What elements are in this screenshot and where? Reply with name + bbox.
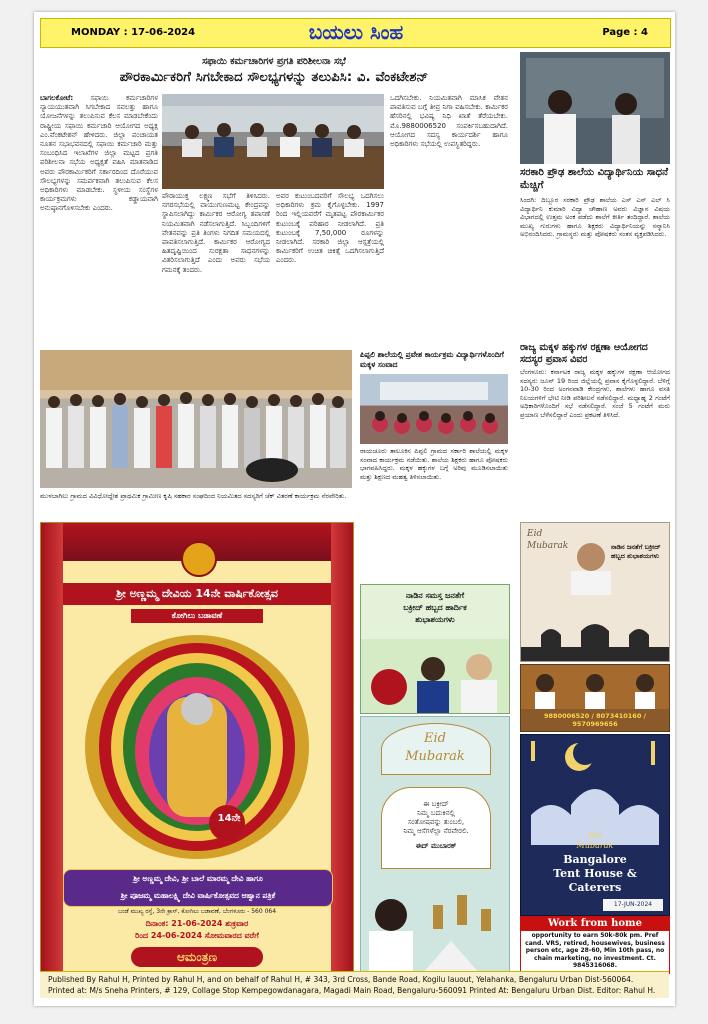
mosque-silhouette-icon <box>521 621 669 661</box>
student-article-body <box>520 196 670 340</box>
ad-curtain-right <box>331 523 353 975</box>
eid-message-panel <box>381 787 491 869</box>
side-ad1-greeting: ನಾಡಿನ ಜನತೆಗೆ ಬಕ್ರೀದ್ ಹಬ್ಬದ ಶುಭಾಶಯಗಳು <box>611 543 661 560</box>
page-number: Page : 4 <box>602 27 648 38</box>
newspaper-page <box>34 12 675 1006</box>
tent-ad-eid: Eid <box>588 831 602 840</box>
tent-ad-date: 17-JUN-2024 <box>603 899 663 911</box>
eid-signoff: ಈದ್ ಮುಬಾರಕ್ <box>415 842 457 850</box>
lead-col-2 <box>162 192 270 344</box>
temple-ad-title: ಶ್ರೀ ಅಣ್ಣಮ್ಮ ದೇವಿಯ 14ನೇ ವಾರ್ಷಿಕೋತ್ಸವ <box>63 583 331 605</box>
contact-phone-numbers: 9880006520 / 8073410160 / 9570969656 <box>544 712 646 728</box>
school-article-body <box>360 447 508 519</box>
school-article-title: ಪಿಪ್ಪಲಿ ಶಾಲೆಯಲ್ಲಿ ಪ್ರವೇಶ ಕಾರ್ಯಕ್ರಮ ವಿದ್ಯಾರ್ಥಿಗಳೊಂದಿಗೆ ಮಕ್ಕಳ ಸಂವಾದ <box>360 350 504 369</box>
wfh-text: opportunity to earn 50k-80k pm. Pref cand. VRS, retired, housewives, business person etc, age 28-60, Min 10th pass, no chain marketing, no investment. Ct. 9845316068. <box>525 932 665 970</box>
lead-col-3 <box>276 192 384 344</box>
ad-curtain-left <box>41 523 63 975</box>
student-photo <box>520 52 670 164</box>
issue-date: MONDAY : 17-06-2024 <box>71 27 196 38</box>
group-photo <box>40 350 352 488</box>
lead-text-2: ಪೌರಾಯುಕ್ತ ಲಕ್ಷ್ಮಣ ಸಭೆಗೆ ತಿಳಿಸಿದರು. ನಗರಸಭೆಯಲ್ಲಿ ವಾಯುಗುಣಮಟ್ಟ ಕೇಂದ್ರವನ್ನು ಸ್ಥಾಪಿಸಲಾಗಿದ್ದು ಕಾರ್ಮಿಕರ ಆರೋಗ್ಯ ತಪಾಸಣೆ ನಿಯಮಿತವಾಗಿ ನಡೆಸಲಾಗುತ್ತಿದೆ. ಸಿಬ್ಬಂದಿಗಳಿಗೆ ವೇತನವನ್ನು ಪ್ರತಿ ತಿಂಗಳು ನಿಗದಿತ ಸಮಯದಲ್ಲಿ ಪಾವತಿಸಲಾಗುತ್ತಿದೆ. ಕಾರ್ಮಿಕರ ಆರೋಗ್ಯದ ಹಿತದೃಷ್ಟಿಯಿಂದ ಸುರಕ್ಷತಾ ಸಾಧನಗಳನ್ನು ವಿತರಿಸಲಾಗುತ್ತಿದೆ ಎಂದು ಅವರು ಸಭೆಯ ಗಮನಕ್ಕೆ ತಂದರು. <box>162 192 270 274</box>
student-photo-illustration <box>520 52 670 164</box>
temple-banner-line-1: ಶ್ರೀ ಅಣ್ಣಮ್ಮ ದೇವಿ, ಶ್ರೀ ಬಾಲೆ ಮಾರಮ್ಮ ದೇವಿ ಹಾಗೂ <box>133 874 263 883</box>
tent-ad-title-line-3: Caterers <box>568 881 622 894</box>
deity-illustration <box>81 627 313 859</box>
tent-house-ad <box>520 734 670 916</box>
child-rights-headline: ರಾಜ್ಯ ಮಕ್ಕಳ ಹಕ್ಕುಗಳ ರಕ್ಷಣಾ ಆಯೋಗದ ಸದಸ್ಯರ ಪ್ರವಾಸ ವಿವರ <box>520 342 648 365</box>
eid-message-1: ಈ ಬಕ್ರೀದ್ <box>423 800 449 808</box>
lead-text-4: ಒದಗಿಸಬೇಕು. ನಿಯಮಿತವಾಗಿ ಮಾಸಿಕ ವೇತನ ಪಾವತಿಸುವ ಬಗ್ಗೆ ತೀವ್ರ ನಿಗಾ ವಹಿಸಬೇಕು. ಕಾರ್ಮಿಕರ ಹೆಸರಿನಲ್ಲಿ ಭವಿಷ್ಯ ನಿಧಿ ಖಾತೆ ತೆರೆಯಬೇಕು. ಮೊ.9880006520 ಸಂಪರ್ಕಿಸಬಹುದಾಗಿದೆ. ಆಯೋಗದ ಸದಸ್ಯ ಕಾರ್ಯದರ್ಶಿ ಹಾಗೂ ಅಧಿಕಾರಿಗಳು ಸಭೆಯಲ್ಲಿ ಉಪಸ್ಥಿತರಿದ್ದರು. <box>390 94 508 149</box>
masthead <box>40 18 671 48</box>
goddess-medallion-icon <box>181 541 217 577</box>
side-eid-ad-1 <box>520 522 670 662</box>
bakrid-line-3: ಶುಭಾಶಯಗಳು <box>415 615 455 624</box>
bakrid-line-1: ನಾಡಿನ ಸಮಸ್ತ ಜನತೆಗೆ <box>405 591 465 600</box>
group-photo-caption-box <box>40 492 352 512</box>
lead-headline: ಪೌರಕಾರ್ಮಿಕರಿಗೆ ಸಿಗಬೇಕಾದ ಸೌಲಭ್ಯಗಳನ್ನು ತಲುಪಿಸಿ: ವಿ. ವೆಂಕಟೇಶನ್ <box>119 70 429 85</box>
eid-message-2: ನಿಮ್ಮ ಬದುಕಿನಲ್ಲಿ <box>417 809 455 817</box>
work-from-home-ad <box>520 916 670 974</box>
child-rights-text: ಬೆಂಗಳೂರು: ಕರ್ನಾಟಕ ರಾಜ್ಯ ಮಕ್ಕಳ ಹಕ್ಕುಗಳ ರಕ್ಷಣಾ ಆಯೋಗದ ಸದಸ್ಯರು ಜೂನ್ 19 ರಿಂದ ಜಿಲ್ಲೆಯಲ್ಲಿ ಪ್ರವಾಸ ಕೈಗೊಳ್ಳಲಿದ್ದಾರೆ. ಬೆಳಿಗ್ಗೆ 10-30 ರಿಂದ ಅಂಗನವಾಡಿ ಕೇಂದ್ರಗಳು, ಶಾಲೆಗಳು ಹಾಗೂ ವಸತಿ ನಿಲಯಗಳಿಗೆ ಭೇಟಿ ನೀಡಿ ಪರಿಶೀಲನೆ ನಡೆಸಲಿದ್ದಾರೆ. ಮಧ್ಯಾಹ್ನ 2 ಗಂಟೆಗೆ ಅಧಿಕಾರಿಗಳೊಂದಿಗೆ ಸಭೆ ನಡೆಸಲಿದ್ದಾರೆ. ಸಂಜೆ 5 ಗಂಟೆಗೆ ಮರು ಪ್ರಯಾಣ ಬೆಳೆಸಲಿದ್ದಾರೆ ಎಂದು ಪ್ರಕಟಣೆ ತಿಳಿಸಿದೆ. <box>520 368 670 419</box>
imprint-line-1: Published By Rahul H, Printed by Rahul H, and on behalf of Rahul H, # 343, 3rd Cross, Bande Road, Kogilu lauout, Yelahanka, Bengaluru Urban Dist-560064. <box>48 975 634 984</box>
side-ad1-mubarak: Mubarak <box>527 541 569 551</box>
temple-ad-banner <box>63 869 333 907</box>
meeting-photo <box>162 94 384 189</box>
student-headline: ಸರಕಾರಿ ಪ್ರೌಢ ಶಾಲೆಯ ವಿದ್ಯಾರ್ಥಿನಿಯ ಸಾಧನೆ ಮೆಚ್ಚಿಗೆ <box>520 167 669 191</box>
temple-address: ಬಂಡೆ ಮುಖ್ಯ ರಸ್ತೆ, 3ನೇ ಕ್ರಾಸ್, ಕೋಗಿಲು ಬಡಾವಣೆ, ಬೆಂಗಳೂರು - 560 064 <box>117 908 277 915</box>
temple-invite-label: ಆಮಂತ್ರಣ <box>131 947 263 967</box>
temple-ad-subtitle: ಕೋಗಿಲು ಬಡಾವಣೆ <box>131 609 263 623</box>
eid-message-3: ಸಂತೋಷವನ್ನು ತುಂಬಲಿ, <box>407 818 465 826</box>
temple-date-start: ದಿನಾಂಕ: 21-06-2024 ಶುಕ್ರವಾರ <box>145 919 249 928</box>
temple-anniversary-ad <box>40 522 354 976</box>
temple-date-end: ರಿಂದ 24-06-2024 ಸೋಮವಾರದ ವರೆಗೆ <box>135 931 259 940</box>
side-column <box>520 52 670 972</box>
wfh-title: Work from home <box>521 917 669 931</box>
main-column <box>40 52 508 972</box>
imprint-line-2: Printed at: M/s Sneha Printers, # 129, Collage Stop Kempegowdanagara, Magadi Main Road, Bengaluru-560091 Printed At: Bengaluru Urban Dist. Editor: Rahul H. <box>48 986 656 995</box>
eid-word: Eid <box>424 731 446 746</box>
lead-kicker: ಸಫಾಯಿ ಕರ್ಮಚಾರಿಗಳ ಪ್ರಗತಿ ಪರಿಶೀಲನಾ ಸಭೆ <box>202 56 346 67</box>
bakrid-greeting-ad <box>360 584 510 714</box>
bakrid-line-2: ಬಕ್ರೀದ್ ಹಬ್ಬದ ಹಾರ್ದಿಕ <box>403 603 467 612</box>
child-rights-body <box>520 368 670 516</box>
mubarak-word: Mubarak <box>405 749 465 764</box>
lead-text-3: ಅವರ ಕುಟುಂಬದವರಿಗೆ ಸೌಲಭ್ಯ ಒದಗಿಸಲು ಅಧಿಕಾರಿಗಳು ಕ್ರಮ ಕೈಗೊಳ್ಳಬೇಕು. 1997 ರಿಂದ ಇಲ್ಲಿಯವರೆಗೆ ಮೃತಪಟ್ಟ ಪೌರಕಾರ್ಮಿಕರ ಕುಟುಂಬಕ್ಕೆ ಪರಿಹಾರ ನೀಡಲಾಗಿದೆ. ಪ್ರತಿ ಕುಟುಂಬಕ್ಕೆ 7,50,000 ರೂಗಳನ್ನು ನೀಡಲಾಗಿದೆ. ಸರಕಾರಿ ಜಿಲ್ಲಾ ಆಸ್ಪತ್ರೆಯಲ್ಲಿ ಕಾರ್ಮಿಕರಿಗೆ ಉಚಿತ ಚಿಕಿತ್ಸೆ ಒದಗಿಸಲಾಗುತ್ತಿದೆ ಎಂದರು. <box>276 192 384 265</box>
bakrid-portraits <box>361 639 509 713</box>
lead-byline: ಬಾಗಲಕೋಟೆ: <box>40 94 74 102</box>
meeting-illustration <box>162 94 384 189</box>
eid-mubarak-ad <box>360 716 510 976</box>
tent-ad-title-line-1: Bangalore <box>563 853 627 866</box>
lead-col-1 <box>40 94 158 344</box>
student-article-text: ಸಿಂದಗಿ: ದಿಬ್ಬೂರ ಸರಕಾರಿ ಪ್ರೌಢ ಶಾಲೆಯ ಎಸ್ ಎಸ್ ಎಲ್ ಸಿ ವಿದ್ಯಾರ್ಥಿನಿ ಕುಮಾರಿ ವಿದ್ಯಾ ಚೌಹಾಣ ಅವರು ವಿಜ್ಞಾನ ವಿಷಯ ವಿಭಾಗದಲ್ಲಿ ಉತ್ತಮ ಅಂಕ ಪಡೆದು ಶಾಲೆಗೆ ಕೀರ್ತಿ ತಂದಿದ್ದಾರೆ. ಶಾಲೆಯ ಮುಖ್ಯ ಗುರುಗಳು ಹಾಗೂ ಶಿಕ್ಷಕರು ವಿದ್ಯಾರ್ಥಿನಿಯನ್ನು ಸನ್ಮಾನಿಸಿ ಅಭಿನಂದಿಸಿದರು. ಗ್ರಾಮಸ್ಥರು ಮತ್ತು ಪೋಷಕರು ಸಂತಸ ವ್ಯಕ್ತಪಡಿಸಿದರು. <box>520 196 670 238</box>
school-article-text: ರಾಯಚೂರು ತಾಲೂಕಿನ ಪಿಪ್ಪಲಿ ಗ್ರಾಮದ ಸರ್ಕಾರಿ ಶಾಲೆಯಲ್ಲಿ ಮಕ್ಕಳ ಸಂವಾದ ಕಾರ್ಯಕ್ರಮ ನಡೆಯಿತು. ಶಾಲೆಯ ಶಿಕ್ಷಕರು ಹಾಗೂ ಪೋಷಕರು ಭಾಗವಹಿಸಿದ್ದರು. ಮಕ್ಕಳ ಹಕ್ಕುಗಳ ಬಗ್ಗೆ ಅರಿವು ಮೂಡಿಸಲಾಯಿತು ಮತ್ತು ಶಿಕ್ಷಣದ ಮಹತ್ವ ತಿಳಿಸಲಾಯಿತು. <box>360 447 508 481</box>
tent-ad-mubarak: Mubarak <box>576 841 614 850</box>
lead-col-4 <box>390 94 508 344</box>
temple-banner-line-2: ಶ್ರೀ ಪೂಜಮ್ಮ ಮಹಾಲಕ್ಷ್ಮಿ ದೇವಿ ವಾರ್ಷಿಕೋತ್ಸವದ ಆಹ್ವಾನ ಪತ್ರಿಕೆ <box>120 891 276 900</box>
school-photo-illustration <box>360 374 508 444</box>
school-photo <box>360 374 508 444</box>
eid-message-4: ನಿಮ್ಮ ಆಸೆಗಳೆಲ್ಲಾ ನೆರವೇರಲಿ. <box>403 827 469 835</box>
group-photo-illustration <box>40 350 352 488</box>
tent-ad-title-line-2: Tent House & <box>553 867 637 880</box>
side-ad1-eid: Eid <box>527 529 543 539</box>
eid-portrait-and-lanterns <box>361 885 509 975</box>
anniversary-badge: 14ನೇ <box>217 813 241 824</box>
newspaper-title: ಬಯಲು ಸಿಂಹ <box>308 20 404 44</box>
imprint-footer <box>40 971 669 998</box>
side-contact-ad <box>520 664 670 732</box>
lead-text-1: ಸಫಾಯಿ ಕರ್ಮಚಾರಿಗಳ ನ್ಯಾಯಯುತವಾಗಿ ಸಿಗಬೇಕಾದ ಸವಲತ್ತು ಹಾಗೂ ಯೋಜನೆಗಳನ್ನು ತಲುಪಿಸುವ ಕೆಲಸ ಮಾಡಬೇಕೆಂದು ರಾಷ್ಟ್ರೀಯ ಸಫಾಯಿ ಕರ್ಮಚಾರಿ ಆಯೋಗದ ಅಧ್ಯಕ್ಷ ಎಂ.ವೆಂಕಟೇಶನ್ ಹೇಳಿದರು. ಜಿಲ್ಲಾ ಪಂಚಾಯತ ನೂತನ ಸಭಾಭವನದಲ್ಲಿ ಸಫಾಯಿ ಕರ್ಮಚಾರಿ ಮತ್ತು ಸಂಬಂಧಿಸಿದ ಇಲಾಖೆಗಳ ಜಿಲ್ಲಾ ಮಟ್ಟದ ಪ್ರಗತಿ ಪರಿಶೀಲನಾ ಸಭೆಯ ಅಧ್ಯಕ್ಷತೆ ವಹಿಸಿ ಮಾತನಾಡಿದ ಅವರು ಪೌರಕಾರ್ಮಿಕರಿಗೆ ಸರ್ಕಾರದಿಂದ ದೊರೆಯುವ ಸೌಲಭ್ಯಗಳನ್ನು ಸಮರ್ಪಕವಾಗಿ ತಲುಪಿಸುವ ಕೆಲಸ ಅಧಿಕಾರಿಗಳು ಮಾಡಬೇಕು. ಸ್ಥಳೀಯ ಸಂಸ್ಥೆಗಳ ಕಾರ್ಯಕ್ರಮಗಳು ಕಡ್ಡಾಯವಾಗಿ ಅನುಷ್ಠಾನಗೊಳಿಸಬೇಕು ಎಂದರು. <box>40 94 158 213</box>
contact-ad-portraits <box>521 665 669 709</box>
school-article-title-box <box>360 350 508 372</box>
group-photo-caption: ಮುಳಬಾಗಿಲು ಗ್ರಾಮದ ವಿವಿಧೋದ್ದೇಶ ಪ್ರಾಥಮಿಕ ಗ್ರಾಮೀಣ ಕೃಷಿ ಸಹಕಾರ ಸಂಘದಿಂದ ನಿಯಮಿತದ ಸದಸ್ಯರಿಗೆ ಚೆಕ್ ವಿತರಣೆ ಕಾರ್ಯಕ್ರಮ ನೆರವೇರಿತು. <box>40 492 347 500</box>
